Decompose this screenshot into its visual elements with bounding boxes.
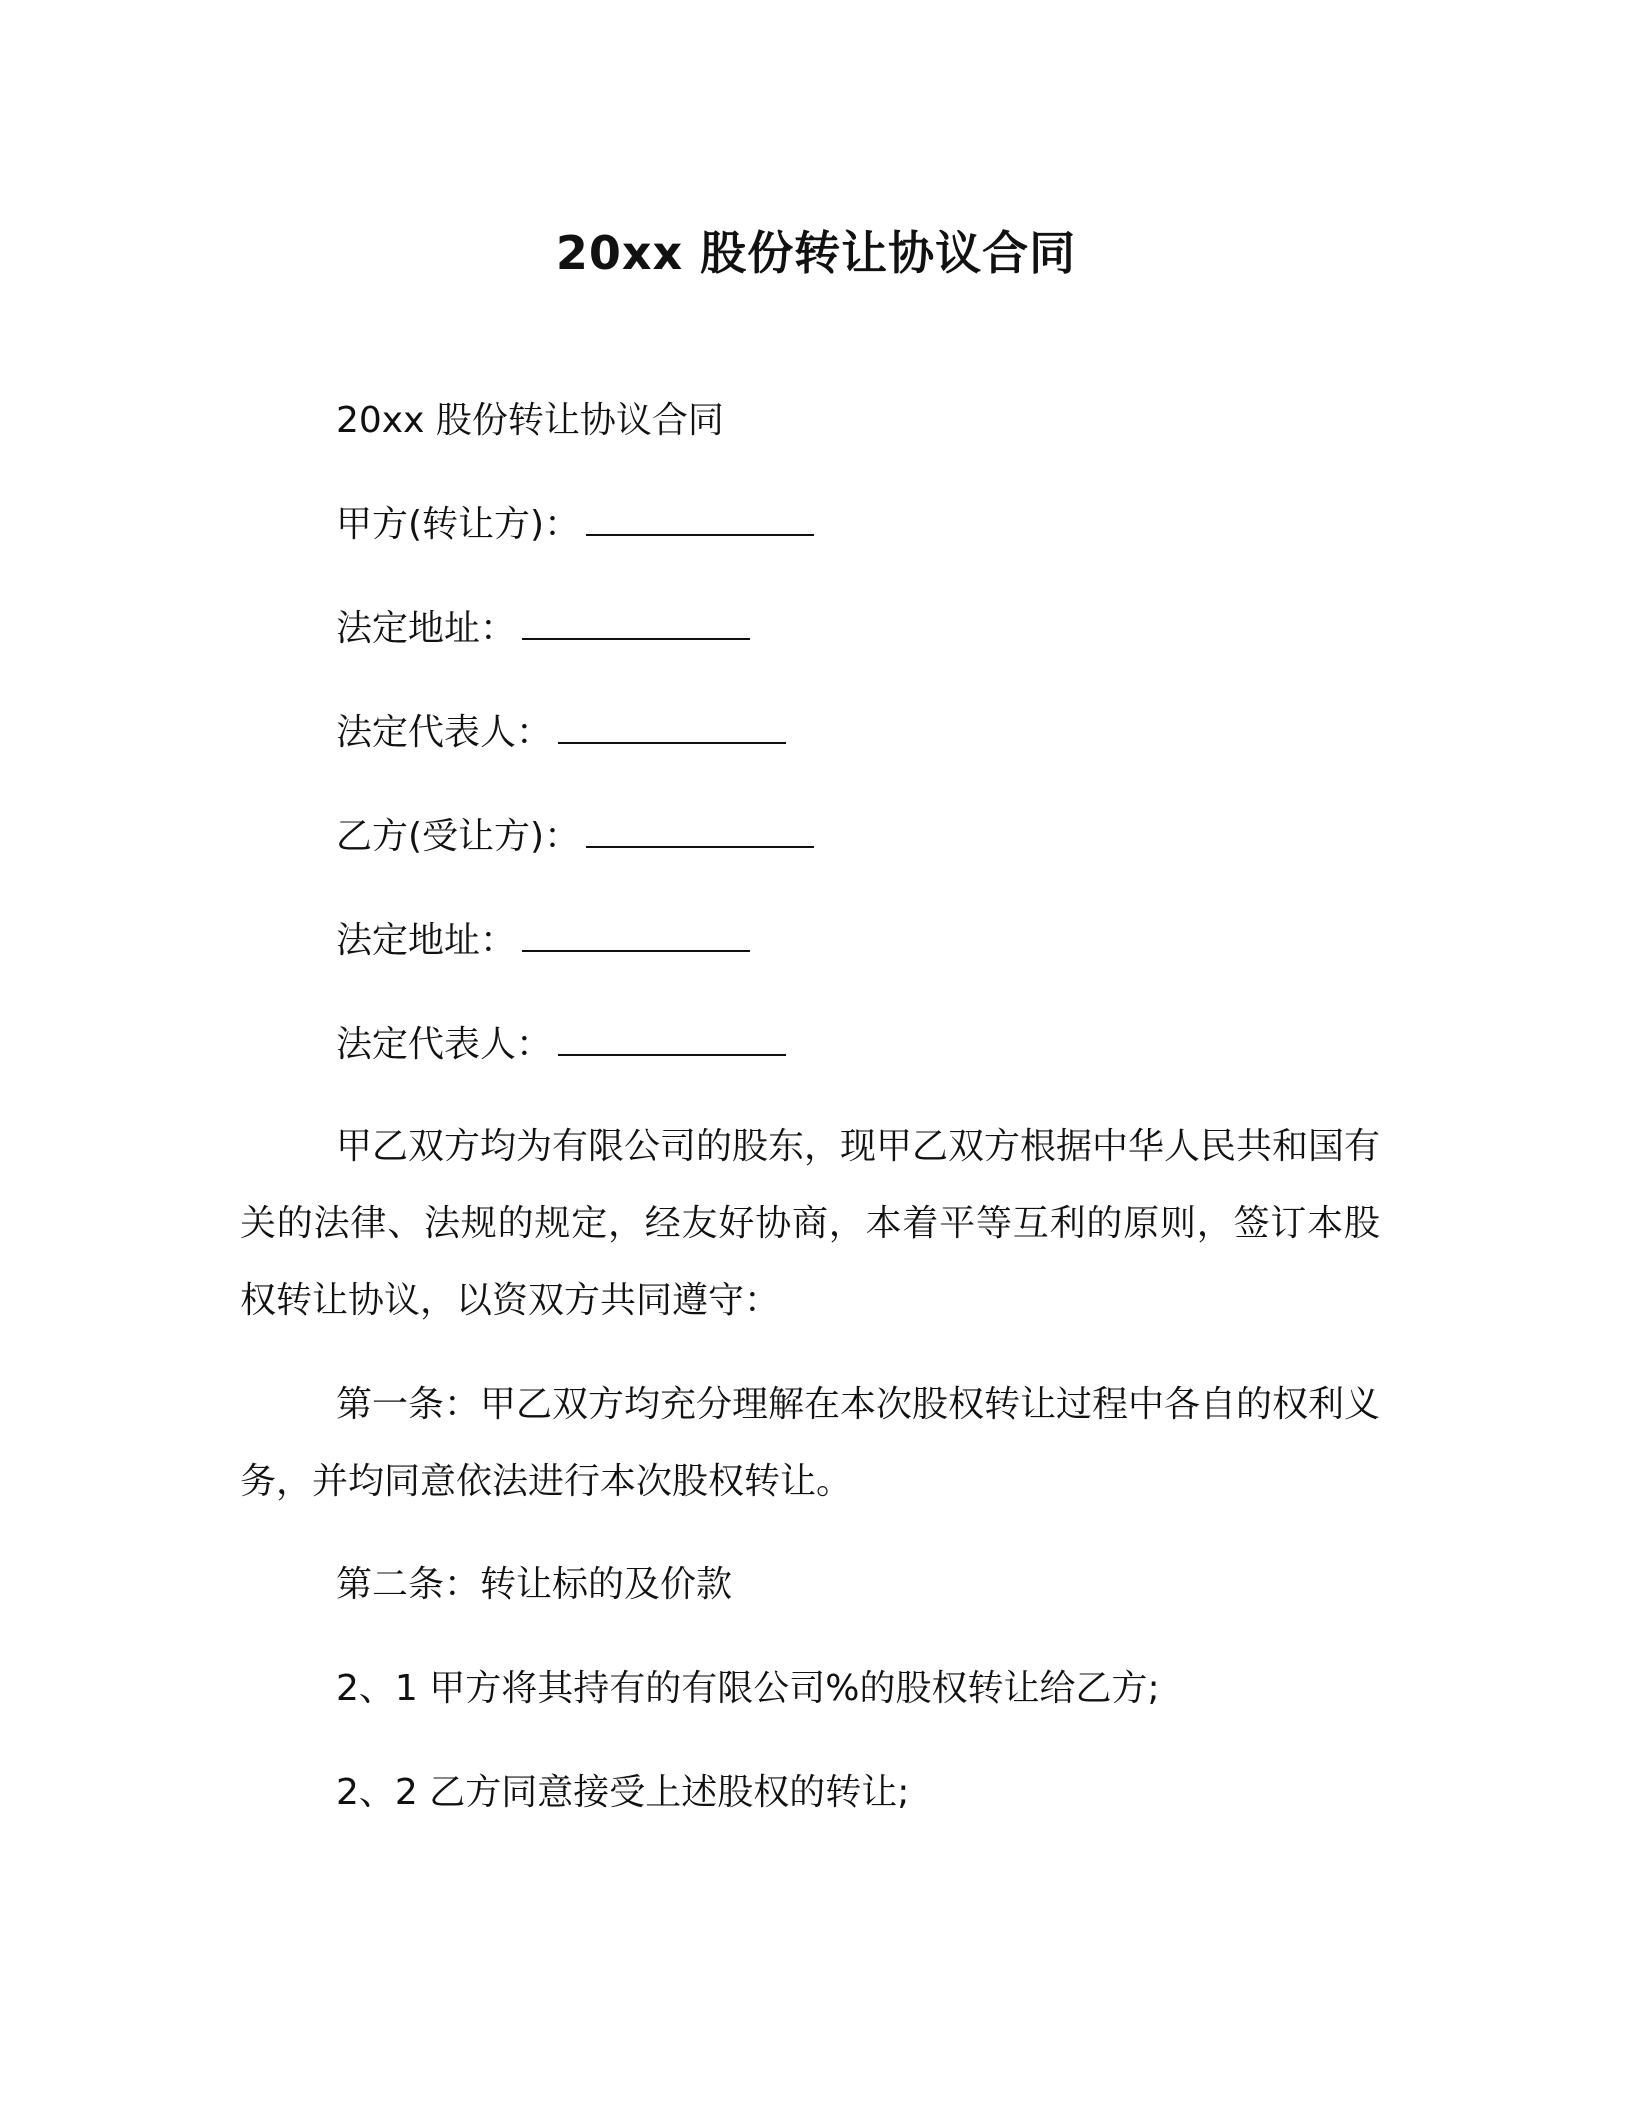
party-b-blank [586,842,814,848]
party-a-address-label: 法定地址： [336,608,517,649]
clause-2-2: 2、2 乙方同意接受上述股权的转让; [336,1772,910,1813]
party-a-representative-blank [558,738,786,744]
article-1-paragraph: 第一条：甲乙双方均充分理解在本次股权转让过程中各自的权利义务，并均同意依法进行本次股权转让。 [240,1384,1381,1502]
party-b-address-label: 法定地址： [336,920,517,961]
party-b-line [336,812,814,862]
party-a-label: 甲方(转让方)： [336,504,581,545]
party-b-representative-blank [558,1050,786,1056]
party-b-representative-label: 法定代表人： [336,1024,553,1065]
party-a-blank [586,530,814,536]
party-b-address-line [336,916,750,966]
party-a-address-blank [522,634,750,640]
document-subtitle: 20xx 股份转让协议合同 [336,400,724,441]
clause-2-1: 2、1 甲方将其持有的有限公司%的股权转让给乙方; [336,1668,1160,1709]
preamble-paragraph: 甲乙双方均为有限公司的股东，现甲乙双方根据中华人民共和国有关的法律、法规的规定，经友好协商，本着平等互利的原则，签订本股权转让协议，以资双方共同遵守： [240,1126,1381,1321]
party-b-representative-line [336,1020,786,1070]
party-b-address-blank [522,946,750,952]
party-a-line [336,500,814,550]
party-b-label: 乙方(受让方)： [336,816,581,857]
document-title: 20xx 股份转让协议合同 [555,226,1077,280]
party-a-representative-line [336,708,786,758]
party-a-address-line [336,604,750,654]
article-2-heading: 第二条：转让标的及价款 [336,1564,733,1605]
party-a-representative-label: 法定代表人： [336,712,553,753]
